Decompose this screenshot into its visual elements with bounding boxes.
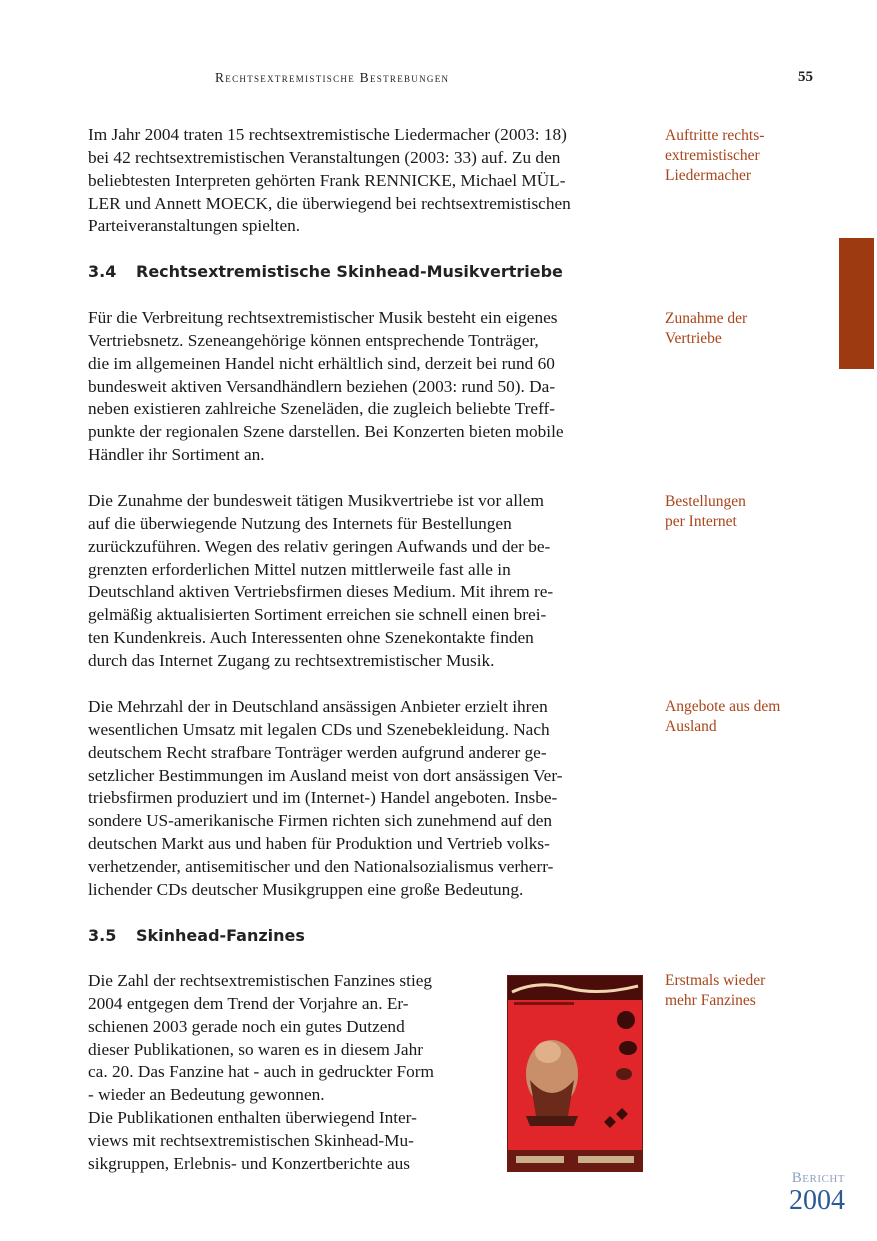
text-line: beliebtesten Interpreten gehörten Frank RENNICKE, Michael MÜL- xyxy=(88,170,566,190)
text-line: triebsfirmen produziert und im (Internet-) Handel angeboten. Insbe- xyxy=(88,788,558,808)
text-line: Die Zunahme der bundesweit tätigen Musikvertriebe ist vor allem xyxy=(88,491,544,510)
report-logo xyxy=(789,1170,845,1215)
text-line: lichender CDs deutscher Musikgruppen eine große Bedeutung. xyxy=(88,879,524,899)
text-line: - wieder an Bedeutung gewonnen. xyxy=(88,1085,325,1105)
text-line: Im Jahr 2004 traten 15 rechtsextremistische Liedermacher (2003: 18) xyxy=(88,125,567,144)
margin-note-auftritte xyxy=(665,126,835,186)
text-line: punkte der regionalen Szene darstellen. Bei Konzerten bieten mobile xyxy=(88,422,564,442)
margin-note-line: extremistischer xyxy=(665,147,760,164)
text-line: verhetzender, antisemitischer und den Nationalsozialismus verherr- xyxy=(88,856,554,876)
text-line: ten Kundenkreis. Auch Interessenten ohne Szenekontakte finden xyxy=(88,628,534,648)
paragraph-fanzines xyxy=(88,970,498,1176)
text-line: Deutschland aktiven Vertriebsfirmen dieses Medium. Mit ihrem re- xyxy=(88,582,554,602)
margin-note-line: Auftritte rechts- xyxy=(665,127,765,144)
text-line: Parteiveranstaltungen spielten. xyxy=(88,216,301,236)
margin-note-ausland xyxy=(665,697,835,737)
section-title: Skinhead-Fanzines xyxy=(136,926,305,945)
text-line: schienen 2003 gerade noch ein gutes Dutzend xyxy=(88,1016,405,1036)
text-line: Die Publikationen enthalten überwiegend Inter- xyxy=(88,1108,417,1128)
text-line: 2004 entgegen dem Trend der Vorjahre an. Er- xyxy=(88,993,409,1013)
text-line: Die Mehrzahl der in Deutschland ansässigen Anbieter erzielt ihren xyxy=(88,697,548,716)
text-line: setzlicher Bestimmungen im Ausland meist von dort ansässigen Ver- xyxy=(88,765,563,785)
text-line: auf die überwiegende Nutzung des Internets für Bestellungen xyxy=(88,513,512,533)
section-number: 3.4 xyxy=(88,262,117,281)
text-line: ca. 20. Das Fanzine hat - auch in gedruckter Form xyxy=(88,1062,434,1082)
fanzine-cover-illustration xyxy=(508,976,642,1171)
text-line: gelmäßig aktualisierten Sortiment erreichen sie schnell einen brei- xyxy=(88,605,547,625)
text-line: sondere US-amerikanische Firmen richten sich zunehmend auf den xyxy=(88,811,553,831)
text-line: LER und Annett MOECK, die überwiegend bei rechtsextremistischen xyxy=(88,193,571,213)
text-line: deutschen Markt aus und haben für Produktion und Vertrieb volks- xyxy=(88,834,550,854)
margin-note-line: Ausland xyxy=(665,718,717,735)
section-heading-3-4 xyxy=(88,262,563,281)
text-line: bundesweit aktiven Versandhändlern beziehen (2003: rund 50). Da- xyxy=(88,376,556,396)
paragraph-vertriebsnetz xyxy=(88,307,648,467)
margin-note-zunahme xyxy=(665,309,835,349)
paragraph-liedermacher xyxy=(88,124,648,238)
section-number: 3.5 xyxy=(88,926,117,945)
section-heading-3-5 xyxy=(88,926,305,945)
text-line: die im allgemeinen Handel nicht erhältlich sind, derzeit bei rund 60 xyxy=(88,353,555,373)
text-line: grenzten erforderlichen Mittel nutzen mittlerweile fast alle in xyxy=(88,559,511,579)
text-line: Händler ihr Sortiment an. xyxy=(88,445,265,465)
margin-note-bestellungen xyxy=(665,492,835,532)
margin-note-line: Bestellungen xyxy=(665,493,746,510)
text-line: deutschem Recht strafbare Tonträger werden aufgrund anderer ge- xyxy=(88,742,547,762)
section-title: Rechtsextremistische Skinhead-Musikvertriebe xyxy=(136,262,563,281)
text-line: wesentlichen Umsatz mit legalen CDs und Szenebekleidung. Nach xyxy=(88,719,550,739)
chapter-thumb-tab xyxy=(839,238,874,369)
margin-note-fanzines xyxy=(665,971,835,1011)
margin-note-line: Liedermacher xyxy=(665,167,752,184)
paragraph-anbieter xyxy=(88,696,648,902)
text-line: Vertriebsnetz. Szeneangehörige können entsprechende Tonträger, xyxy=(88,330,539,350)
page-number: 55 xyxy=(798,69,813,85)
report-logo-year: 2004 xyxy=(789,1185,845,1216)
text-line: bei 42 rechtsextremistischen Veranstaltungen (2003: 33) auf. Zu den xyxy=(88,147,561,167)
fanzine-cover-image xyxy=(507,975,643,1172)
running-head: Rechtsextremistische Bestrebungen xyxy=(215,70,450,85)
paragraph-internet xyxy=(88,490,648,673)
text-line: sikgruppen, Erlebnis- und Konzertberichte aus xyxy=(88,1153,411,1173)
margin-note-line: Erstmals wieder xyxy=(665,972,766,989)
text-line: zurückzuführen. Wegen des relativ geringen Aufwands und der be- xyxy=(88,536,551,556)
report-logo-label: Bericht xyxy=(791,1170,845,1186)
text-line: durch das Internet Zugang zu rechtsextremistischer Musik. xyxy=(88,650,495,670)
margin-note-line: Angebote aus dem xyxy=(665,698,781,715)
margin-note-line: Zunahme der xyxy=(665,310,748,327)
text-line: views mit rechtsextremistischen Skinhead-Mu- xyxy=(88,1130,414,1150)
text-line: dieser Publikationen, so waren es in diesem Jahr xyxy=(88,1039,423,1059)
margin-note-line: per Internet xyxy=(665,513,737,530)
margin-note-line: mehr Fanzines xyxy=(665,992,756,1009)
text-line: neben existieren zahlreiche Szeneläden, die zugleich beliebte Treff- xyxy=(88,399,556,419)
text-line: Für die Verbreitung rechtsextremistischer Musik besteht ein eigenes xyxy=(88,308,558,327)
margin-note-line: Vertriebe xyxy=(665,330,722,347)
text-line: Die Zahl der rechtsextremistischen Fanzines stieg xyxy=(88,971,433,990)
